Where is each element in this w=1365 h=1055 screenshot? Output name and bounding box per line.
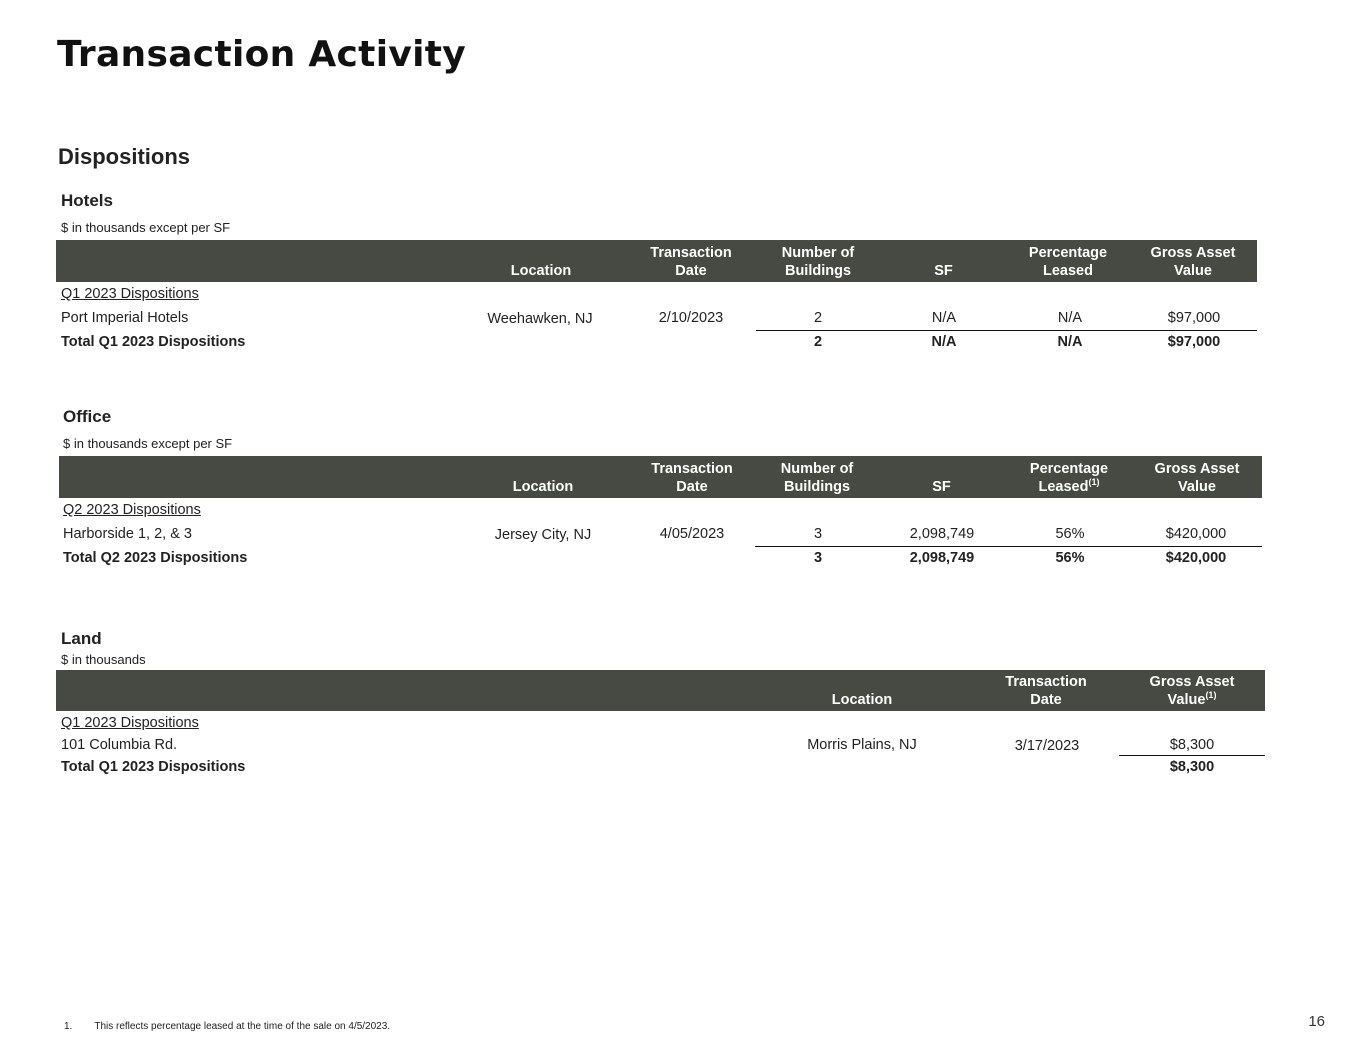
header-sf: SF [932, 479, 951, 495]
total-rule [1119, 755, 1265, 756]
office-title: Office [63, 407, 112, 426]
total-sf: N/A [931, 334, 957, 350]
header-number-of-buildings: Number of Buildings [780, 461, 854, 495]
row-name: 101 Columbia Rd. [61, 737, 178, 753]
row-sf: N/A [931, 310, 957, 326]
page-number: 16 [1308, 1013, 1325, 1030]
total-leased: 56% [1055, 550, 1085, 566]
row-date: 3/17/2023 [1014, 738, 1080, 754]
total-value: $420,000 [1165, 550, 1227, 566]
total-rule [755, 546, 1262, 547]
total-label: Total Q1 2023 Dispositions [61, 334, 246, 350]
table-total-row [0, 759, 1365, 779]
total-buildings: 3 [813, 550, 823, 566]
table-total-row [0, 550, 1365, 570]
row-date: 4/05/2023 [659, 526, 725, 542]
total-label: Total Q1 2023 Dispositions [61, 759, 246, 775]
footnote-marker: (1) [1205, 690, 1217, 701]
header-sf: SF [934, 263, 953, 279]
header-location: Location [510, 263, 572, 279]
row-value: $97,000 [1167, 310, 1221, 326]
table-total-row [0, 334, 1365, 354]
row-value: $420,000 [1165, 526, 1227, 542]
header-location: Location [831, 692, 893, 708]
header-percentage-leased: Percentage Leased [1028, 245, 1108, 279]
row-location: Morris Plains, NJ [807, 737, 917, 753]
total-value: $8,300 [1169, 759, 1215, 775]
header-percentage-leased: Percentage Leased$^{(1)}$ [1029, 461, 1109, 495]
header-transaction-date: Transaction Date [650, 245, 732, 279]
total-label: Total Q2 2023 Dispositions [63, 550, 248, 566]
footnote-marker: (1) [1088, 477, 1100, 488]
header-number-of-buildings: Number of Buildings [781, 245, 855, 279]
row-value: $8,300 [1169, 737, 1215, 753]
hotels-units: $ in thousands except per SF [61, 220, 231, 235]
land-group-label: Q1 2023 Dispositions [61, 715, 199, 731]
row-name: Harborside 1, 2, & 3 [63, 526, 192, 542]
row-location: Jersey City, NJ [494, 527, 592, 543]
office-group-label: Q2 2023 Dispositions [63, 502, 201, 518]
footnote [64, 1021, 390, 1032]
total-buildings: 2 [813, 334, 823, 350]
office-table-header [59, 456, 1262, 498]
land-table-header [56, 670, 1265, 711]
total-sf: 2,098,749 [909, 550, 975, 566]
total-value: $97,000 [1167, 334, 1221, 350]
section-title: Dispositions [58, 144, 191, 169]
land-title: Land [61, 629, 102, 648]
footnote-number: 1. [64, 1021, 73, 1032]
row-name: Port Imperial Hotels [61, 310, 189, 326]
row-leased: 56% [1055, 526, 1085, 542]
header-location: Location [512, 479, 574, 495]
hotels-table-header [56, 240, 1257, 282]
total-rule [756, 330, 1257, 331]
footnote-text: This reflects percentage leased at the time of the sale on 4/5/2023. [94, 1021, 391, 1032]
header-transaction-date: Transaction Date [1005, 674, 1087, 708]
page-title: Transaction Activity [57, 34, 467, 75]
table-row [0, 310, 1365, 330]
row-date: 2/10/2023 [658, 310, 724, 326]
header-gross-asset-value: Gross Asset Value [1150, 245, 1236, 279]
table-row [0, 737, 1365, 757]
header-gross-asset-value: Gross Asset Value$^{(1)}$ [1149, 674, 1235, 708]
row-sf: 2,098,749 [909, 526, 975, 542]
header-gross-asset-value: Gross Asset Value [1154, 461, 1240, 495]
row-buildings: 2 [813, 310, 823, 326]
total-leased: N/A [1057, 334, 1083, 350]
table-row [0, 526, 1365, 546]
hotels-group-label: Q1 2023 Dispositions [61, 286, 199, 302]
header-transaction-date: Transaction Date [651, 461, 733, 495]
hotels-title: Hotels [61, 191, 113, 210]
row-buildings: 3 [813, 526, 823, 542]
land-units: $ in thousands [61, 652, 146, 667]
office-units: $ in thousands except per SF [63, 436, 233, 451]
row-leased: N/A [1057, 310, 1083, 326]
row-location: Weehawken, NJ [487, 311, 593, 327]
